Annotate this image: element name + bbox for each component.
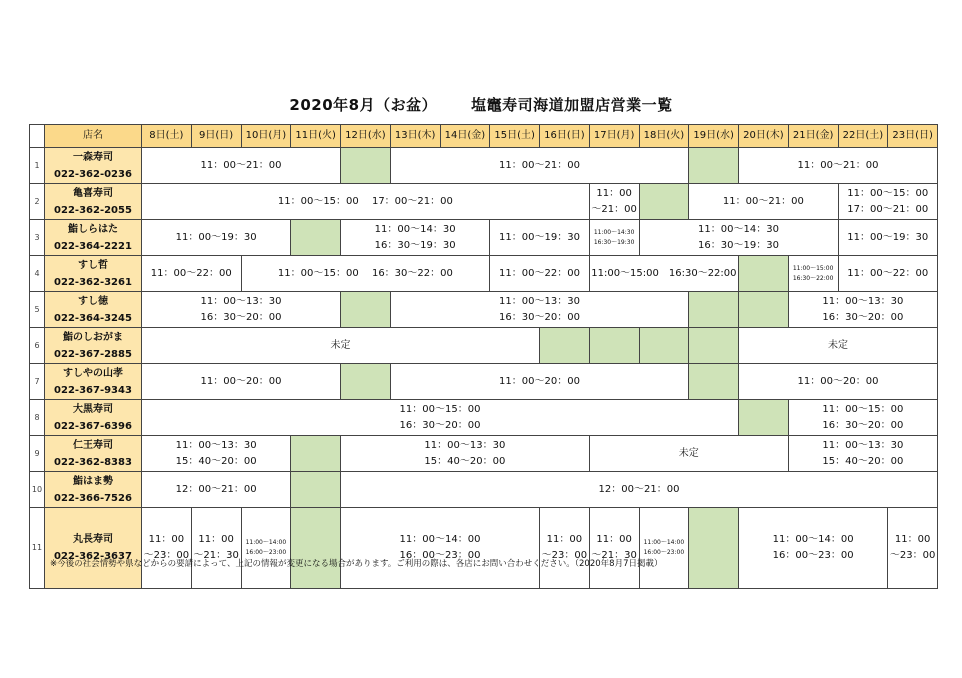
hours-text: 11：00〜22：00 (150, 267, 232, 279)
hours-cell (390, 364, 689, 400)
hours-text: 11：00 (596, 534, 632, 545)
store-phone: 022-362-0236 (54, 168, 132, 180)
hours-cell (739, 508, 888, 589)
hours-cell (788, 436, 937, 472)
hours-cell (540, 508, 590, 589)
hours-text: 11：00〜20：00 (499, 375, 580, 387)
store-phone: 022-364-3245 (54, 312, 132, 324)
hours-text: 11：00 (894, 534, 931, 545)
hours-text: 16:00〜23:00 (245, 549, 287, 556)
hours-cell (142, 184, 590, 220)
footnote: ※今後の社会情勢や県などからの要請によって、上記の情報が変更になる場合があります。ご利用の際は、各店にお問い合わせください。（2020年8月7日掲載） (50, 559, 663, 569)
store-phone: 022-367-9343 (54, 384, 132, 396)
store-cell (45, 148, 142, 184)
closed-day-cell (739, 292, 789, 328)
table-row (30, 148, 938, 184)
hours-text: 11：00〜19：30 (847, 231, 929, 243)
hours-text: 11：00〜13：30 (424, 439, 506, 451)
header-day: 20日(木) (739, 125, 789, 148)
header-day: 16日(日) (540, 125, 590, 148)
row-number: 2 (30, 184, 45, 220)
hours-text: 11：00〜13：30 (499, 295, 580, 307)
store-phone: 022-367-2885 (54, 348, 132, 360)
hours-text: 11：00〜14：30 (374, 223, 456, 235)
hours-text: 11：00〜15：00 (847, 187, 929, 199)
hours-text: 11:00〜15:00 (792, 264, 834, 272)
store-name: 亀喜寿司 (73, 187, 113, 199)
hours-text: 11：00〜14：30 (698, 223, 779, 235)
title-name: 塩竈寿司海道加盟店営業一覧 (471, 96, 673, 114)
header-day: 18日(火) (639, 125, 689, 148)
hours-text: 16:00〜23:00 (643, 549, 685, 556)
hours-text: 未定 (678, 447, 699, 459)
header-day: 12日(水) (341, 125, 391, 148)
hours-text: 11：00〜15：00 17：00〜21：00 (277, 195, 453, 207)
hours-text: 11:00〜14:30 (593, 228, 635, 236)
hours-cell (888, 508, 938, 589)
hours-cell (589, 256, 738, 292)
table-row (30, 292, 938, 328)
table-row (30, 220, 938, 256)
hours-cell (142, 436, 291, 472)
row-number: 1 (30, 148, 45, 184)
header-day: 22日(土) (838, 125, 888, 148)
hours-cell (589, 220, 639, 256)
hours-text: 11：00〜13：30 (175, 439, 257, 451)
hours-text: 11：00 (198, 534, 234, 545)
store-cell (45, 256, 142, 292)
hours-text: 11：00〜14：00 (399, 534, 481, 545)
store-name: 鮨のしおがま (63, 331, 123, 343)
hours-cell (142, 292, 341, 328)
header-day: 8日(土) (142, 125, 192, 148)
hours-cell (241, 256, 490, 292)
hours-text: 15：40〜20：00 (424, 455, 506, 467)
hours-cell (838, 184, 938, 220)
hours-cell (639, 508, 689, 589)
hours-cell (142, 220, 291, 256)
row-number: 7 (30, 364, 45, 400)
hours-text: 17：00〜21：00 (847, 203, 929, 215)
hours-text: 11：00〜20：00 (797, 375, 879, 387)
hours-cell (341, 508, 540, 589)
hours-text: 〜21：00 (591, 203, 637, 215)
row-number: 11 (30, 508, 45, 589)
closed-day-cell (739, 400, 789, 436)
header-row (30, 125, 938, 148)
hours-text: 16：30〜20：00 (499, 311, 580, 323)
hours-cell (241, 508, 291, 589)
closed-day-cell (739, 256, 789, 292)
hours-cell (341, 472, 938, 508)
store-cell (45, 472, 142, 508)
hours-cell (390, 148, 689, 184)
table-row (30, 436, 938, 472)
row-number: 3 (30, 220, 45, 256)
hours-cell (142, 256, 242, 292)
hours-cell (788, 256, 838, 292)
header-day: 10日(月) (241, 125, 291, 148)
row-number: 4 (30, 256, 45, 292)
row-number: 10 (30, 472, 45, 508)
hours-text: 11：00〜15：00 (822, 403, 904, 415)
hours-cell (689, 184, 838, 220)
table-row (30, 472, 938, 508)
closed-day-cell (291, 220, 341, 256)
hours-text: 11：00〜21：00 (797, 159, 879, 171)
hours-text: 11：00〜21：00 (200, 159, 282, 171)
header-day: 15日(土) (490, 125, 540, 148)
hours-cell (739, 328, 938, 364)
closed-day-cell (540, 328, 590, 364)
table-row (30, 328, 938, 364)
hours-text: 16：30〜20：00 (822, 311, 904, 323)
store-cell (45, 292, 142, 328)
store-phone: 022-367-6396 (54, 420, 132, 432)
hours-text: 11：00〜13：30 (200, 295, 282, 307)
store-name: 鮨はま勢 (73, 475, 113, 487)
hours-cell (788, 400, 937, 436)
closed-day-cell (639, 184, 689, 220)
hours-text: 11：00〜20：00 (200, 375, 282, 387)
hours-text: 11：00〜21：00 (499, 159, 580, 171)
hours-text: 15：40〜20：00 (175, 455, 257, 467)
closed-day-cell (689, 508, 739, 589)
hours-cell (390, 292, 689, 328)
hours-text: 11:00〜15:00 16:30〜22:00 (591, 267, 737, 279)
table-row (30, 400, 938, 436)
hours-text: 11：00〜22：00 (499, 267, 580, 279)
closed-day-cell (341, 364, 391, 400)
title-month: 2020年8月（お盆） (289, 96, 438, 114)
closed-day-cell (291, 436, 341, 472)
corner-cell (30, 125, 45, 148)
header-day: 13日(木) (390, 125, 440, 148)
hours-text: 16：00〜23：00 (772, 550, 854, 561)
store-phone: 022-362-8383 (54, 456, 132, 468)
header-day: 14日(金) (440, 125, 490, 148)
hours-text: 16：30〜20：00 (822, 419, 904, 431)
hours-cell (142, 148, 341, 184)
closed-day-cell (689, 148, 739, 184)
closed-day-cell (291, 472, 341, 508)
hours-text: 16：30〜20：00 (399, 419, 481, 431)
closed-day-cell (639, 328, 689, 364)
hours-cell (142, 364, 341, 400)
hours-text: 11：00〜19：30 (499, 231, 580, 243)
store-phone: 022-362-3261 (54, 276, 132, 288)
page-title (0, 94, 962, 115)
hours-text: 〜21：30 (591, 550, 637, 561)
store-name: すしやの山孝 (63, 367, 123, 379)
store-phone: 022-366-7526 (54, 492, 132, 504)
hours-text: 16:30〜19:30 (593, 238, 635, 246)
hours-text: 未定 (330, 339, 351, 351)
table-row (30, 364, 938, 400)
hours-cell (490, 220, 590, 256)
hours-text: 11:00〜14:00 (245, 539, 287, 546)
hours-cell (589, 508, 639, 589)
store-name: すし哲 (78, 259, 108, 271)
store-cell (45, 220, 142, 256)
store-name: 鮨しらはた (68, 223, 118, 235)
store-cell (45, 328, 142, 364)
hours-cell (589, 436, 788, 472)
hours-text: 12：00〜21：00 (598, 483, 680, 495)
hours-cell (142, 508, 192, 589)
hours-text: 11：00〜15：00 (399, 403, 481, 415)
hours-cell (739, 364, 938, 400)
header-day: 23日(日) (888, 125, 938, 148)
header-store-name: 店名 (45, 125, 142, 148)
store-name: すし徳 (78, 295, 108, 307)
hours-text: 〜23：00 (541, 550, 588, 561)
store-phone: 022-362-3637 (54, 551, 132, 562)
hours-text: 16:30〜22:00 (792, 274, 834, 282)
hours-cell (142, 400, 739, 436)
store-phone: 022-362-2055 (54, 204, 132, 216)
hours-text: 未定 (828, 339, 848, 351)
closed-day-cell (341, 292, 391, 328)
hours-text: 11：00〜19：30 (175, 231, 257, 243)
header-day: 19日(水) (689, 125, 739, 148)
store-phone: 022-364-2221 (54, 240, 132, 252)
row-number: 5 (30, 292, 45, 328)
store-name: 一森寿司 (73, 151, 113, 163)
row-number: 6 (30, 328, 45, 364)
store-name: 丸長寿司 (73, 534, 113, 545)
header-day: 11日(火) (291, 125, 341, 148)
header-day: 9日(日) (191, 125, 241, 148)
hours-text: 11：00〜13：30 (822, 295, 904, 307)
header-day: 21日(金) (788, 125, 838, 148)
closed-day-cell (689, 364, 739, 400)
hours-text: 16：00〜23：00 (399, 550, 481, 561)
store-cell (45, 508, 142, 589)
hours-cell (739, 148, 938, 184)
hours-cell (838, 256, 938, 292)
store-cell (45, 184, 142, 220)
store-cell (45, 364, 142, 400)
hours-cell (341, 220, 490, 256)
closed-day-cell (341, 148, 391, 184)
row-number: 9 (30, 436, 45, 472)
hours-text: 15：40〜20：00 (822, 455, 904, 467)
hours-text: 11：00〜21：00 (722, 195, 804, 207)
hours-text: 11：00〜22：00 (847, 267, 929, 279)
table-body (30, 148, 938, 589)
store-name: 大黒寿司 (73, 403, 113, 415)
closed-day-cell (689, 328, 739, 364)
table-row (30, 184, 938, 220)
hours-text: 16：30〜19：30 (374, 239, 456, 251)
hours-text: 16：30〜20：00 (200, 311, 282, 323)
hours-text: 11：00 (546, 534, 583, 545)
hours-text: 11：00〜14：00 (772, 534, 854, 545)
store-cell (45, 400, 142, 436)
hours-text: 〜21：30 (193, 550, 239, 561)
hours-cell (589, 184, 639, 220)
store-cell (45, 436, 142, 472)
store-name: 仁王寿司 (73, 439, 113, 451)
header-day: 17日(月) (589, 125, 639, 148)
hours-text: 11：00 (148, 534, 185, 545)
hours-cell (639, 220, 838, 256)
hours-text: 11:00〜14:00 (643, 539, 685, 546)
table-row (30, 256, 938, 292)
closed-day-cell (291, 508, 341, 589)
hours-cell (191, 508, 241, 589)
hours-cell (838, 220, 938, 256)
closed-day-cell (689, 292, 739, 328)
hours-text: 12：00〜21：00 (175, 483, 257, 495)
hours-text: 11：00〜15：00 16：30〜22：00 (277, 267, 453, 279)
closed-day-cell (589, 328, 639, 364)
table-row (30, 508, 938, 589)
row-number: 8 (30, 400, 45, 436)
hours-text: 16：30〜19：30 (698, 239, 779, 251)
hours-cell (142, 328, 540, 364)
hours-text: 〜23：00 (889, 550, 936, 561)
hours-cell (788, 292, 937, 328)
hours-text: 11：00〜13：30 (822, 439, 904, 451)
schedule-table (29, 124, 938, 589)
hours-cell (142, 472, 291, 508)
hours-text: 11：00 (596, 187, 632, 199)
hours-text: 〜23：00 (143, 550, 190, 561)
hours-cell (341, 436, 590, 472)
hours-cell (490, 256, 590, 292)
